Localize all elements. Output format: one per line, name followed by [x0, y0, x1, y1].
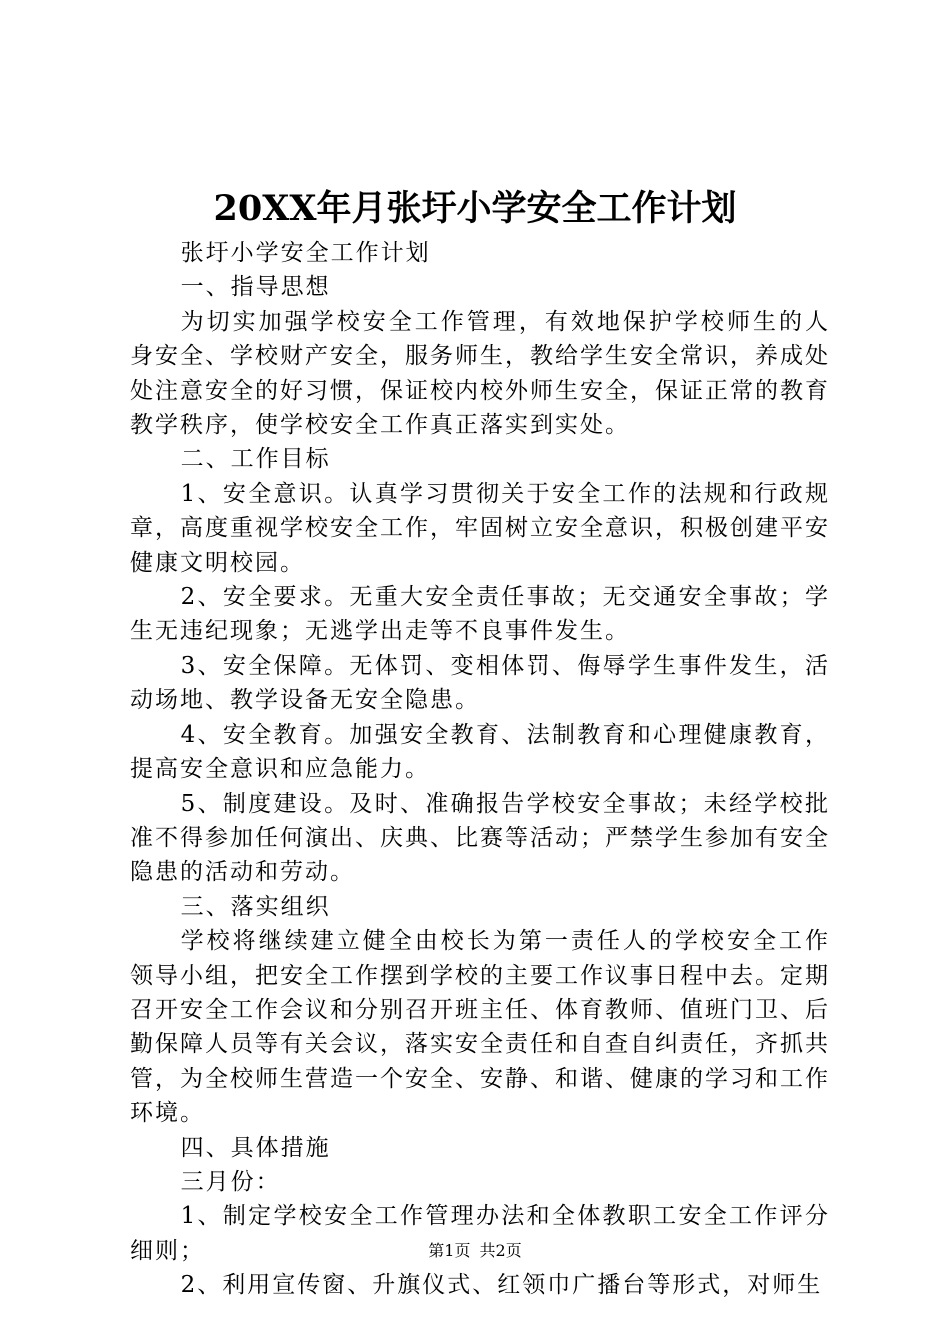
document-title: 20XX年月张圩小学安全工作计划: [213, 188, 737, 229]
body-paragraph: 1、安全意识。认真学习贯彻关于安全工作的法规和行政规章，高度重视学校安全工作，牢固树立安全意识，积极创建平安健康文明校园。: [130, 480, 830, 576]
body-paragraph: 3、安全保障。无体罚、变相体罚、侮辱学生事件发生，活动场地、教学设备无安全隐患。: [130, 652, 830, 714]
page-total: 共2页: [479, 1241, 522, 1260]
section-heading: 一、指导思想: [180, 274, 331, 301]
body-paragraph: 1、制定学校安全工作管理办法和全体教职工安全工作评分细则；: [130, 1203, 830, 1264]
section-heading: 四、具体措施: [180, 1134, 331, 1161]
document-body: [130, 236, 830, 1303]
section-heading: 二、工作目标: [180, 446, 331, 473]
section-heading: 三、落实组织: [180, 893, 331, 920]
body-paragraph: 张圩小学安全工作计划: [180, 240, 431, 266]
body-paragraph: 2、安全要求。无重大安全责任事故；无交通安全事故；学生无违纪现象；无逃学出走等不良事件发生。: [130, 584, 830, 645]
body-paragraph: 为切实加强学校安全工作管理，有效地保护学校师生的人身安全、学校财产安全，服务师生，教给学生安全常识，养成处处注意安全的好习惯，保证校内校外师生安全，保证正常的教育教学秩序，使学校安全工作真正落实到实处。: [130, 308, 830, 439]
body-paragraph: 三月份：: [180, 1168, 281, 1195]
body-paragraph: 4、安全教育。加强安全教育、法制教育和心理健康教育，提高安全意识和应急能力。: [130, 721, 830, 783]
body-paragraph: 2、利用宣传窗、升旗仪式、红领巾广播台等形式，对师生: [180, 1272, 823, 1299]
page-footer: [0, 1240, 950, 1262]
body-paragraph: 学校将继续建立健全由校长为第一责任人的学校安全工作领导小组，把安全工作摆到学校的主要工作议事日程中去。定期召开安全工作会议和分别召开班主任、体育教师、值班门卫、后勤保障人员等有关会议，落实安全责任和自查自纠责任，齐抓共管，为全校师生营造一个安全、安静、和谐、健康的学习和工作环境。: [130, 928, 830, 1127]
page-number: 第1页: [428, 1241, 471, 1260]
body-paragraph: 5、制度建设。及时、准确报告学校安全事故；未经学校批准不得参加任何演出、庆典、比赛等活动；严禁学生参加有安全隐患的活动和劳动。: [130, 790, 830, 886]
